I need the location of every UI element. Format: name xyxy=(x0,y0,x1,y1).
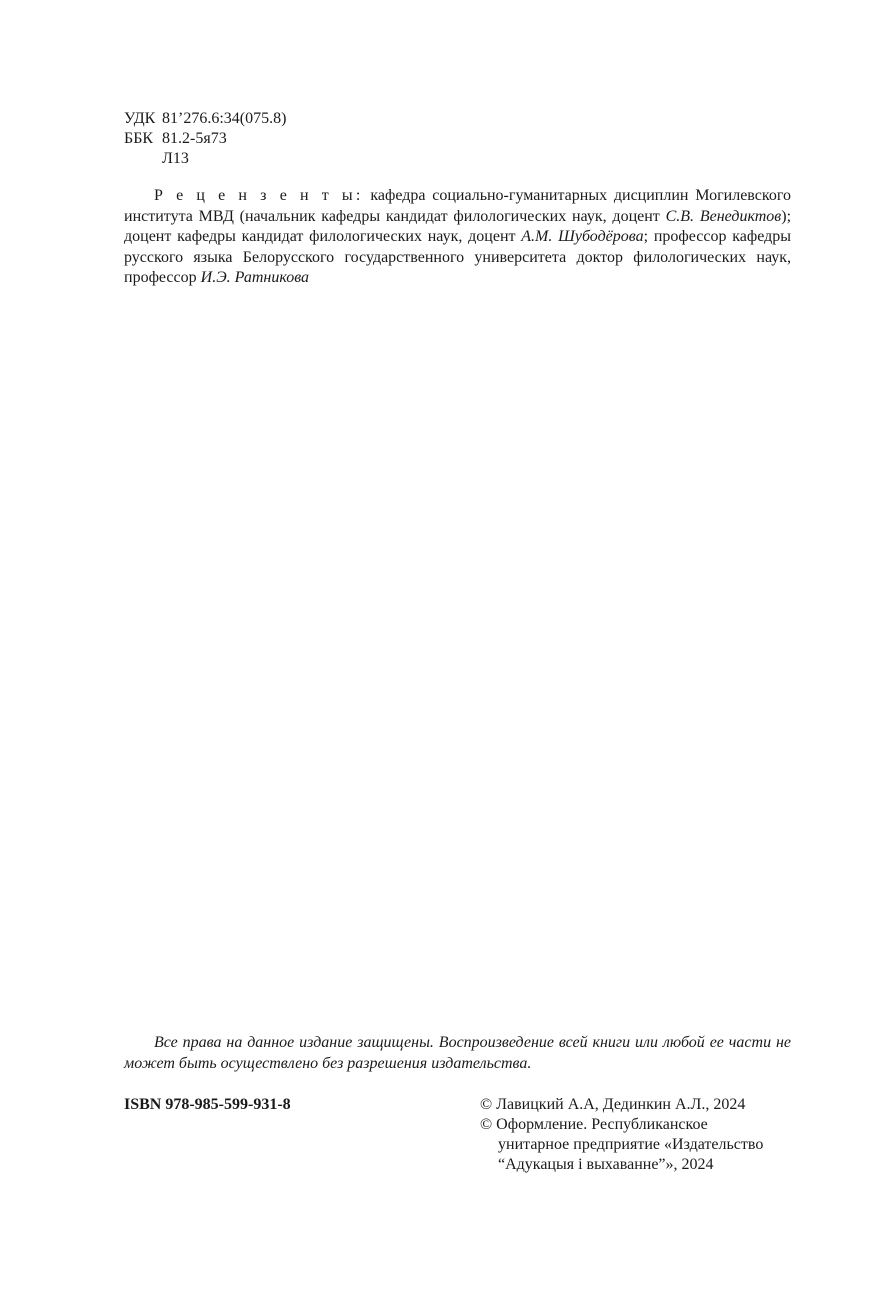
reviewers-text-2: ); доцент кафедры кандидат филологических наук, доцент xyxy=(124,207,792,245)
bbk-value: 81.2-5я73 xyxy=(162,130,227,147)
reviewer-name-3: И.Э. Ратникова xyxy=(200,269,310,286)
reviewer-name-1: С.В. Венедиктов xyxy=(665,207,782,225)
bbk-label: ББК xyxy=(124,130,154,147)
copyright-authors: © Лавицкий А.А, Дединкин А.Л., 2024 xyxy=(480,1096,746,1113)
copyright-publisher-line: унитарное предприятие «Издательство xyxy=(498,1136,764,1153)
isbn: ISBN 978-985-599-931-8 xyxy=(124,1096,291,1113)
reviewers-paragraph xyxy=(124,186,791,289)
reviewers-text-3: ; профессор кафедры русского языка Белорусского государственного университета доктор филологических наук, профессор xyxy=(124,228,792,286)
author-mark: Л13 xyxy=(162,150,189,167)
copyright-design: © Оформление. Республиканское xyxy=(480,1116,708,1133)
copyright-publisher-year: “Адукацыя і выхаванне”», 2024 xyxy=(498,1156,714,1173)
udk-label: УДК xyxy=(124,110,156,127)
rights-notice: Все права на данное издание защищены. Воспроизведение всей книги или любой ее части не может быть осуществлено без разрешения издательства. xyxy=(124,1034,791,1072)
reviewers-text-1: кафедра социально-гуманитарных дисциплин Могилевского института МВД (начальник кафедры кандидат филологических наук, доцент xyxy=(124,187,791,225)
copyright-block xyxy=(480,1095,800,1175)
reviewers-label: Р е ц е н з е н т ы: xyxy=(154,187,364,204)
author-mark-row xyxy=(124,149,286,169)
bbk-row xyxy=(124,129,286,149)
reviewer-name-2: А.М. Шубодёрова xyxy=(521,228,644,245)
library-classification-block xyxy=(124,109,286,169)
udk-row xyxy=(124,109,286,129)
udk-value: 81’276.6:34(075.8) xyxy=(162,110,287,127)
